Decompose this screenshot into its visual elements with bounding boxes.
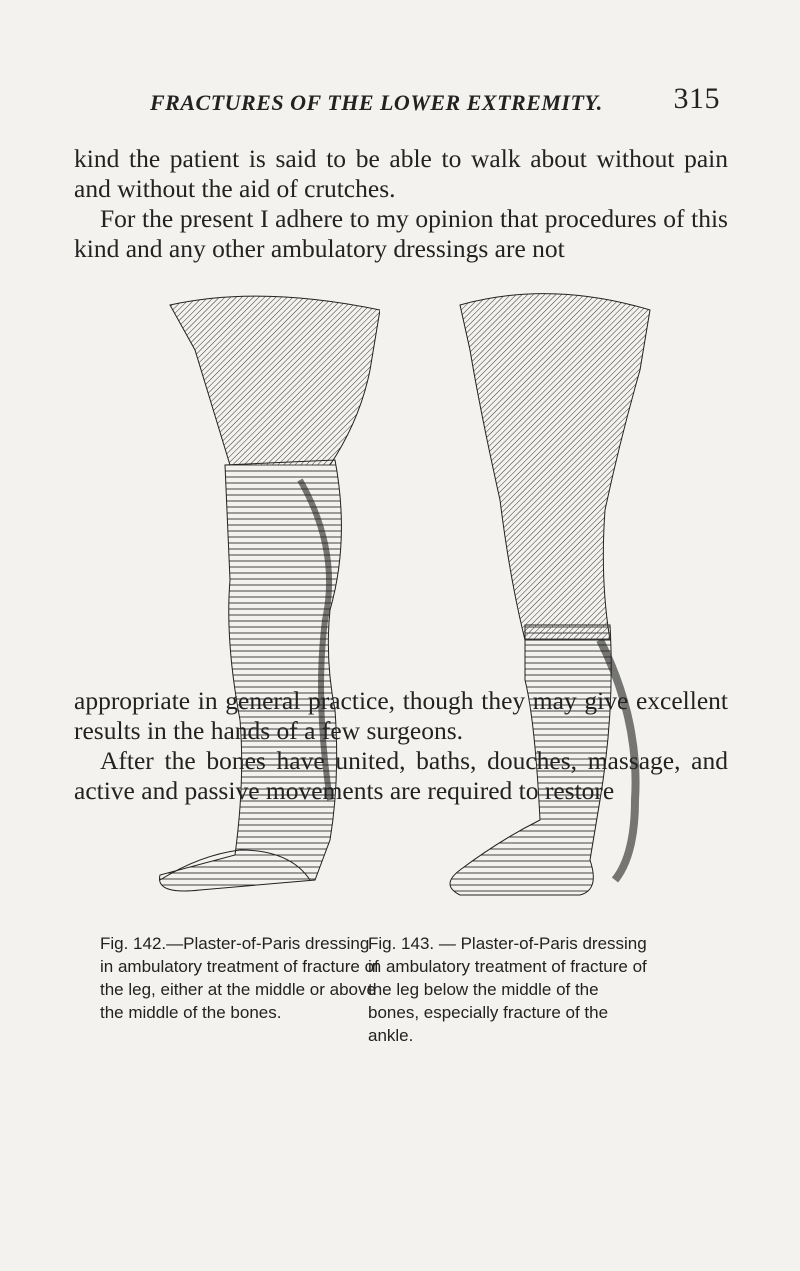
figure-142-caption: Fig. 142.—Plaster-of-Paris dressing in ambulatory treatment of fracture of the leg, either at the middle or above the middle of the bones. — [100, 934, 379, 1022]
body-text-bottom — [74, 686, 728, 806]
figure-143-caption: Fig. 143. — Plaster-of-Paris dressing in ambulatory treatment of fracture of the leg below the middle of the bones, especially fracture of the ankle. — [368, 934, 647, 1045]
paragraph: For the present I adhere to my opinion that procedures of this kind and any other ambulatory dressings are not — [74, 204, 728, 263]
paragraph: After the bones have united, baths, douches, massage, and active and passive movements are required to restore — [74, 746, 728, 805]
running-header — [150, 82, 720, 116]
running-title: FRACTURES OF THE LOWER EXTREMITY. — [150, 90, 603, 115]
paragraph: kind the patient is said to be able to walk about without pain and without the aid of crutches. — [74, 144, 728, 203]
body-text-top — [74, 144, 728, 264]
page-number: 315 — [673, 82, 720, 115]
leg-illustration-fig-142 — [140, 280, 380, 920]
figure-group — [100, 280, 680, 1045]
leg-illustration-fig-143 — [440, 280, 680, 920]
paragraph: appropriate in general practice, though they may give excellent results in the hands of a few surgeons. — [74, 686, 728, 745]
